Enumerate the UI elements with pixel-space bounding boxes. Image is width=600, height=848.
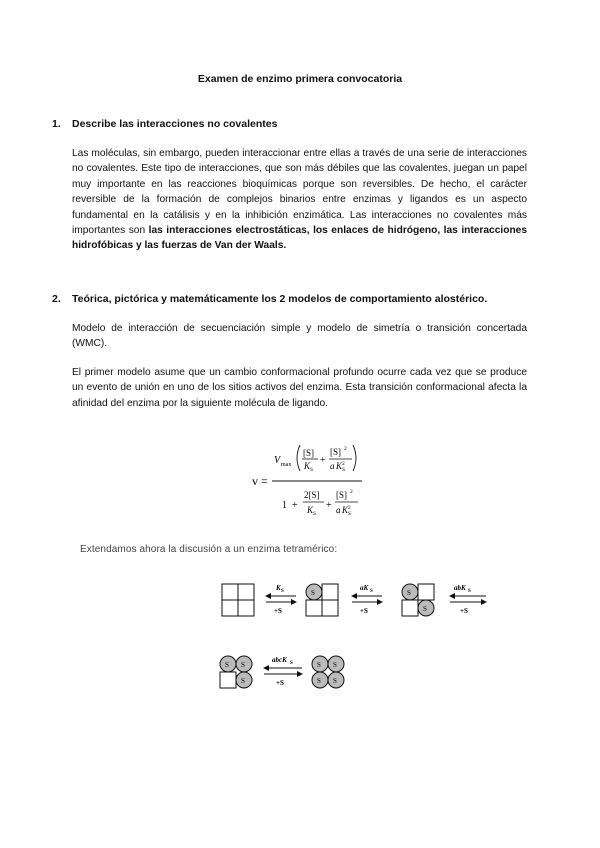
equation-den-s2-sq: 2 [350,489,353,495]
state4-site-label-3: S [317,677,321,685]
eq4-plus-s: +S [276,679,284,687]
eq1-k-sub: S [281,589,284,594]
question-2-number: 2. [52,293,61,305]
tetramer-state-0 [222,584,254,616]
state1-site-label: S [311,589,315,597]
state3-site-label-3: S [241,677,245,685]
eq4-k-sub: S [290,661,293,666]
equation-num-s2-sq: 2 [344,446,347,452]
question-2-answer-para-1: Modelo de interacción de secuenciación simple y modelo de simetría o transición concertada (WMC). [72,323,527,350]
state3-site-label-2: S [241,661,245,669]
question-2-answer-para-2: El primer modelo asume que un cambio conformacional profundo ocurre cada vez que se produce un evento de unión en uno de los sitios activos del enzima. Esta transición conformacional afecta la afinidad del enzima por la siguiente molécula de ligando. [72,367,527,409]
state4-site-label-4: S [333,677,337,685]
equation-equals: = [261,474,268,488]
equation-num-plus: + [320,455,326,466]
equation-den-ks-sub: S [313,511,317,517]
equilibrium-3 [450,584,486,615]
equilibrium-2 [352,584,382,615]
tetramer-caption: Extendamos ahora la discusión a un enzima tetramérico: [80,544,338,555]
equation-num-ks-sub: S [310,467,314,473]
equation-num-ks2: K [336,461,343,471]
equation-num-a: a [330,461,335,471]
state2-site-label-2: S [423,605,427,613]
equation-den-2s: 2[S] [304,490,320,500]
eq3-k: abK [454,584,466,592]
equation-num-ks2-sq: 2 [342,461,345,467]
equation-paren-right [353,445,356,471]
equation-num-ks: K [304,461,311,471]
eq1-plus-s: +S [274,607,282,615]
question-2-title: Teórica, pictórica y matemáticamente los 2 modelos de comportamiento alostérico. [72,293,488,305]
equation-num-s2: [S] [330,447,341,457]
state4-site-label-2: S [333,661,337,669]
equation-den-ks2-sub: S [348,511,352,517]
tetramer-binding-scheme [210,570,510,700]
equation-vmax-sub: max [281,462,292,468]
eq2-k: aK [360,584,369,592]
equation-den-ks2-sq: 2 [348,505,351,511]
eq1-k: K [276,584,281,592]
eq3-plus-s: +S [460,607,468,615]
tetramer-state-4 [312,656,344,688]
equation-den-ks: K [307,505,314,515]
question-1-answer [72,146,527,254]
state2-site-label-1: S [407,589,411,597]
equation-paren-left [297,445,300,471]
equation-den-plus-1: + [292,500,298,511]
equation-vmax: V [274,455,281,466]
equation-den-s2: [S] [336,490,347,500]
answer-1-bold-text: las interacciones electrostáticas, los enlaces de hidrógeno, las interacciones hidrofóbicas y las fuerzas de Van der Waals. [72,225,527,252]
eq4-k: abcK [272,656,287,664]
eq3-k-sub: S [468,589,471,594]
question-2-heading [52,293,487,305]
equation-num-ks2-sub: S [342,467,346,473]
equilibrium-4 [264,656,302,687]
tetramer-state-1 [306,584,338,616]
question-1-number: 1. [52,118,61,130]
equation-num-s: [S] [303,448,314,458]
eq2-plus-s: +S [360,607,368,615]
equation-den-ks2: K [342,505,349,515]
equation-den-one: 1 [282,500,287,511]
state3-site-label-1: S [225,661,229,669]
tetramer-state-2 [402,584,434,616]
equation-den-a: a [336,505,341,515]
equation-den-plus-2: + [326,500,332,511]
tetramer-state-3 [220,656,252,688]
eq2-k-sub: S [370,589,373,594]
binding-equation [252,436,372,526]
document-title: Examen de enzimo primera convocatoria [197,73,403,85]
equilibrium-1 [266,584,296,615]
state4-site-label-1: S [317,661,321,669]
equation-v: v [252,474,258,488]
question-1-heading [52,118,277,130]
question-1-title: Describe las interacciones no covalentes [72,118,278,130]
answer-1-text: Las moléculas, sin embargo, pueden interaccionar entre ellas a través de una serie de interacciones no covalentes. Este tipo de interacciones, que son más débiles que las covalentes, juegan un papel muy importante en las reacciones bioquímicas porque son reversibles. De hecho, el carácter reversible de la formación de complejos binarios entre enzimas y ligandos es un aspecto fundamental en la catálisis y en la inhibición enzimática. Las interacciones no covalentes más importantes son [72,148,527,237]
